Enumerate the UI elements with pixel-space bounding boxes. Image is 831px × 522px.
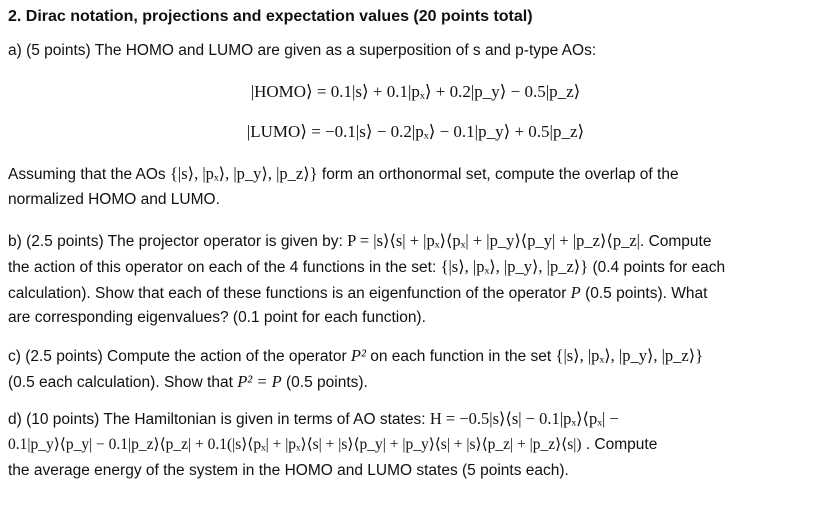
- projector-math: P = |s⟩⟨s| + |pₓ⟩⟨pₓ| + |p_y⟩⟨p_y| + |p_z⟩⟨p_z|: [347, 231, 640, 250]
- part-c-line-1: [8, 345, 703, 368]
- part-d-text-end: . Compute: [581, 436, 658, 453]
- p-squared-equals-p-math: P² = P: [237, 372, 282, 391]
- ao-set-math: {|s⟩, |pₓ⟩, |p_y⟩, |p_z⟩}: [440, 257, 589, 276]
- part-c-text-2: on each function in the set: [365, 348, 556, 365]
- part-b-text: the action of this operator on each of the 4 functions in the set:: [8, 259, 441, 276]
- part-d-line-2: [8, 434, 657, 456]
- hamiltonian-math-1: H = −0.5|s⟩⟨s| − 0.1|pₓ⟩⟨pₓ| −: [429, 409, 619, 428]
- part-a-line-2: normalized HOMO and LUMO.: [8, 191, 220, 208]
- hamiltonian-math-2: 0.1|p_y⟩⟨p_y| − 0.1|p_z⟩⟨p_z| + 0.1(|s⟩⟨pₓ| + |pₓ⟩⟨s| + |s⟩⟨p_y| + |p_y⟩⟨s| + |s⟩⟨p_z| + |p_z⟩⟨s|): [8, 436, 582, 453]
- p-squared-math: P²: [350, 346, 366, 365]
- part-d-line-3: the average energy of the system in the HOMO and LUMO states (5 points each).: [8, 462, 569, 479]
- part-b-text: b) (2.5 points) The projector operator is given by:: [8, 233, 348, 250]
- lumo-equation: |LUMO⟩ = −0.1|s⟩ − 0.2|pₓ⟩ − 0.1|p_y⟩ + 0.5|p_z⟩: [246, 122, 585, 141]
- problem-title: 2. Dirac notation, projections and expectation values (20 points total): [8, 8, 533, 25]
- part-c-line-2: [8, 371, 368, 394]
- part-b-line-2: [8, 256, 725, 279]
- part-b-text-end: . Compute: [639, 233, 712, 250]
- part-b-text-end: (0.4 points for each: [588, 259, 726, 276]
- part-b-text-end: (0.5 points). What: [580, 285, 708, 302]
- operator-p-math: P: [570, 283, 581, 302]
- ao-set-math: {|s⟩, |pₓ⟩, |p_y⟩, |p_z⟩}: [555, 346, 704, 365]
- part-b-line-1: [8, 230, 711, 253]
- part-a-line-1: [8, 163, 679, 186]
- part-c-text: (0.5 each calculation). Show that: [8, 374, 238, 391]
- homo-equation: |HOMO⟩ = 0.1|s⟩ + 0.1|pₓ⟩ + 0.2|p_y⟩ − 0.5|p_z⟩: [250, 82, 581, 101]
- part-d-text: d) (10 points) The Hamiltonian is given in terms of AO states:: [8, 411, 430, 428]
- part-b-text: calculation). Show that each of these functions is an eigenfunction of the operator: [8, 285, 571, 302]
- part-c-text-end: (0.5 points).: [281, 374, 368, 391]
- part-b-line-4: are corresponding eigenvalues? (0.1 point for each function).: [8, 309, 426, 326]
- ao-set-math: {|s⟩, |pₓ⟩, |p_y⟩, |p_z⟩}: [169, 164, 318, 183]
- part-b-line-3: [8, 282, 707, 305]
- part-a-intro: a) (5 points) The HOMO and LUMO are given as a superposition of s and p-type AOs:: [8, 42, 597, 59]
- part-d-line-1: [8, 408, 619, 431]
- part-c-text: c) (2.5 points) Compute the action of the operator: [8, 348, 351, 365]
- part-a-text: Assuming that the AOs: [8, 166, 170, 183]
- part-a-text-2: form an orthonormal set, compute the overlap of the: [317, 166, 679, 183]
